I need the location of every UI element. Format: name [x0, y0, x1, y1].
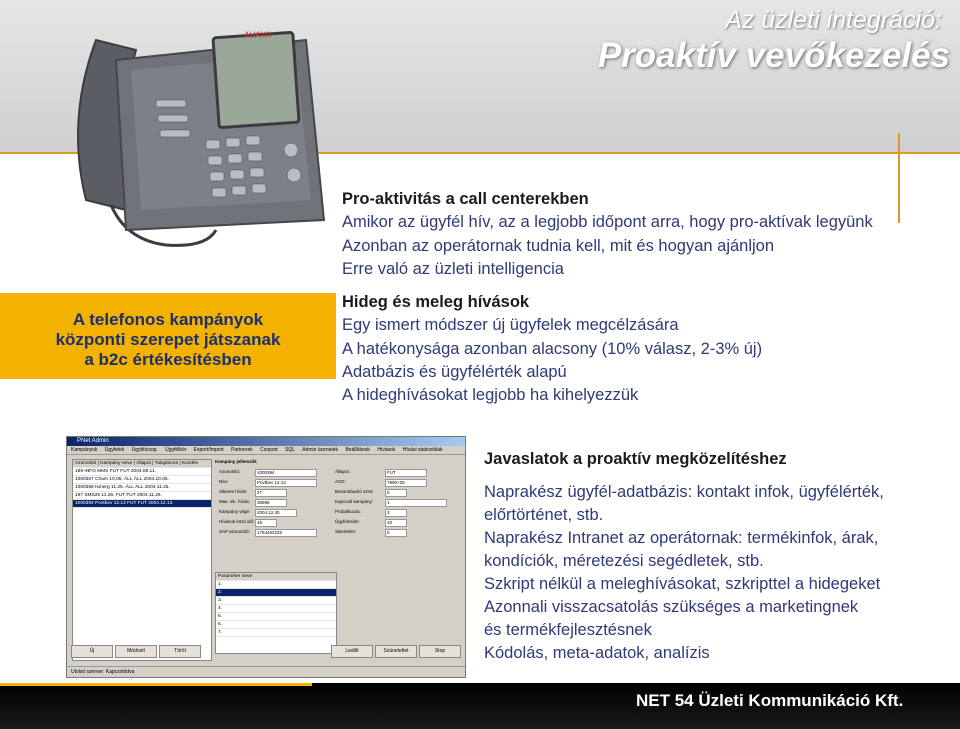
form-field [385, 529, 407, 537]
modify-button[interactable]: Módosít [115, 645, 157, 658]
table-row: 7. [216, 629, 336, 637]
table-cell: 197 [75, 493, 84, 498]
menu-item: Ügyfélkör [165, 447, 187, 453]
pause-button[interactable]: Szüneteltet [375, 645, 417, 658]
form-field [255, 519, 277, 527]
form-label: SAP azonosító: [219, 529, 250, 534]
table-row-selected [73, 500, 211, 508]
menu-item: Hívási statisztikák [402, 447, 443, 453]
bullet-line: A hatékonysága azonban alacsony (10% válasz, 2-3% új) [342, 339, 763, 358]
form-label: Sikeres hívás: [219, 489, 248, 494]
table-header: Azonosító | Kampány neve | Állapot | Tulajdonos | Kezdés [73, 460, 211, 468]
form-label: Max. sik. hívás: [219, 499, 251, 504]
bullet-line: Adatbázis és ügyfélérték alapú [342, 362, 567, 381]
table-cell: 2004.08.11. [130, 469, 156, 474]
form-field [385, 509, 407, 517]
form-field [255, 499, 287, 507]
status-bar: Utolsó szerver: Kapcsolódva [67, 666, 465, 677]
column-header: Azonosító [75, 461, 97, 466]
table-cell: ÁLL [135, 485, 144, 490]
table-cell: FUT [109, 469, 119, 474]
form-field [255, 509, 297, 517]
button-bar [71, 645, 461, 659]
form-field [385, 489, 407, 497]
bullet-line: kondíciók, méretezési segédletek, stb. [484, 552, 764, 570]
field-value: 39999 [257, 500, 270, 505]
field-value: 7990+29 [387, 480, 405, 485]
table-cell: 2004.11.26. [136, 493, 162, 498]
brand-label: AVAYA [244, 30, 272, 40]
form-field [385, 469, 427, 477]
table-cell: 2004.12.13. [148, 501, 174, 506]
table-cell: 2004.10.05. [143, 477, 169, 482]
column-header: Állapot [136, 461, 151, 466]
field-value: 10 [387, 520, 393, 525]
table-cell: Povtbev 12.13 [95, 501, 126, 506]
bullet-line: Naprakész Intranet az operátornak: termékinfok, árak, [484, 529, 879, 547]
menu-item: Ügyfélcsop. [131, 447, 158, 453]
form-label: Azonosító: [219, 469, 241, 474]
field-value: 0 [387, 490, 390, 495]
page-title: Proaktív vevőkezelés [597, 36, 950, 75]
table-cell: ÁLL [133, 477, 143, 482]
table-header: Paraméter neve [216, 573, 336, 581]
bullet-line: előrtörténet, stb. [484, 506, 604, 524]
menu-item: Hívások [377, 447, 396, 453]
table-cell: 189 [75, 469, 84, 474]
section-cold-warm-calls [342, 291, 762, 407]
section-call-center [342, 188, 873, 281]
table-cell: 2004.11.25. [144, 485, 170, 490]
form-field [255, 489, 287, 497]
parameter-table [215, 572, 337, 654]
table-cell: FUT [137, 501, 147, 506]
table-cell: FUT [127, 501, 137, 506]
campaign-table [72, 459, 212, 661]
bullet-line: Naprakész ügyfél-adatbázis: kontakt infok, ügyfélérték, [484, 483, 884, 501]
menu-item: Beállítások [345, 447, 370, 453]
menu-item: Export/Import [193, 447, 224, 453]
section-heading: Javaslatok a proaktív megközelítéshez [484, 450, 787, 468]
bullet-line: Szkript nélkül a meleghívásokat, szkripttel a hidegeket [484, 575, 881, 593]
table-row: 5. [216, 613, 336, 621]
halt-button[interactable]: Leállít [331, 645, 373, 658]
bullet-line: Egy ismert módszer új ügyfelek megcélzására [342, 316, 679, 335]
form-field [385, 499, 447, 507]
form-label: Név: [219, 479, 229, 484]
column-header: Kezdés [181, 461, 198, 466]
new-button[interactable]: Új [71, 645, 113, 658]
highlight-line: A telefonos kampányok [72, 310, 264, 329]
form-field [255, 479, 317, 487]
table-cell: 1000394 [75, 501, 94, 506]
table-row: 6. [216, 621, 336, 629]
table-cell: 1000367 [75, 477, 94, 482]
form-label: ACD: [335, 479, 346, 484]
stop-button[interactable]: Stop [419, 645, 461, 658]
form-label: Próbálkozás: [335, 509, 362, 514]
accent-line [898, 133, 900, 223]
form-label: Kampány vége: [219, 509, 251, 514]
menu-item: Csoport [260, 447, 278, 453]
table-row: 1. [216, 581, 336, 589]
column-header: Tulajdonos [154, 461, 178, 466]
form-field [385, 519, 407, 527]
table-cell: INFO MMS [84, 469, 109, 474]
bullet-line: A hideghívásokat legjobb ha kihelyezzük [342, 386, 639, 405]
table-cell: Charn 10.05. [95, 477, 123, 482]
table-row [73, 492, 211, 500]
field-value: Povtbev 12.13 [257, 480, 286, 485]
window-title: PNet Admin [67, 437, 465, 446]
table-row: 3. [216, 597, 336, 605]
menu-item: Ügyfelek [104, 447, 125, 453]
form-label: Kapcsolt kampány: [335, 499, 374, 504]
table-row [73, 476, 211, 484]
app-menu [67, 446, 465, 455]
menu-item: SQL [285, 447, 296, 453]
bullet-line: és termékfejlesztésnek [484, 621, 652, 639]
bullet-line: Amikor az ügyfél hív, az a legjobb időpont arra, hogy pro-aktívak legyünk [342, 213, 873, 232]
delete-button[interactable]: Töröl [159, 645, 201, 658]
form-field [255, 469, 317, 477]
bullet-line: Azonnali visszacsatolás szükséges a marketingnek [484, 598, 859, 616]
table-row-selected: 2. [216, 589, 336, 597]
company-name: NET 54 Üzleti Kommunikáció Kft. [636, 691, 904, 710]
form-label: Sikertelen: [335, 529, 357, 534]
form-label: Ügyfélszám: [335, 519, 360, 524]
table-cell: ÁLL [125, 485, 134, 490]
table-cell: SMS25 11.26. [84, 493, 115, 498]
field-value: 3 [387, 510, 390, 515]
form-label: Állapot: [335, 469, 351, 474]
field-value: 1754452225 [257, 530, 283, 535]
table-row [73, 468, 211, 476]
bullet-line: Azonban az operátornak tudnia kell, mit és hogyan ajánljon [342, 236, 775, 255]
highlight-box [0, 293, 336, 379]
bullet-line: Kódolás, meta-adatok, analízis [484, 644, 710, 662]
form-label: Besorolásciló szint: [335, 489, 374, 494]
desk-phone-image [56, 0, 326, 254]
form-title: Kampány jellemzők [215, 459, 257, 464]
table-cell: FUT [115, 493, 125, 498]
section-heading: Pro-aktivitás a call centerekben [342, 190, 589, 208]
field-value: 0 [387, 530, 390, 535]
table-row: 4. [216, 605, 336, 613]
table-row [73, 484, 211, 492]
form-label: Hívások közti idő: [219, 519, 255, 524]
table-cell: ÁLL [124, 477, 133, 482]
footer-accent [0, 683, 312, 686]
field-value: 1000394 [257, 470, 275, 475]
table-cell: 1000368 [75, 485, 94, 490]
highlight-line: központi szerepet játszanak [55, 330, 281, 349]
form-field [255, 529, 317, 537]
table-cell: FUT [120, 469, 130, 474]
table-cell: FUT [126, 493, 136, 498]
header-subtitle: Az üzleti integráció: [725, 6, 942, 34]
field-value: 27 [257, 490, 263, 495]
field-value: 1 [387, 500, 390, 505]
menu-item: Admin üzenetek [302, 447, 339, 453]
bullet-line: Erre való az üzleti intelligencia [342, 259, 564, 278]
column-header: Kampány neve [100, 461, 133, 466]
field-value: 2004.12.30 [257, 510, 280, 515]
menu-item: Kampányok [71, 447, 98, 453]
campaign-app-screenshot [66, 436, 466, 678]
menu-item: Partnerek [231, 447, 253, 453]
highlight-line: a b2c értékesítésben [84, 350, 252, 369]
field-value: FUT [387, 470, 396, 475]
table-cell: Ismerg 11.25. [95, 485, 125, 490]
form-field [385, 479, 427, 487]
section-heading: Hideg és meleg hívások [342, 293, 530, 311]
field-value: 45 [257, 520, 263, 525]
recommendations-section [484, 448, 884, 665]
